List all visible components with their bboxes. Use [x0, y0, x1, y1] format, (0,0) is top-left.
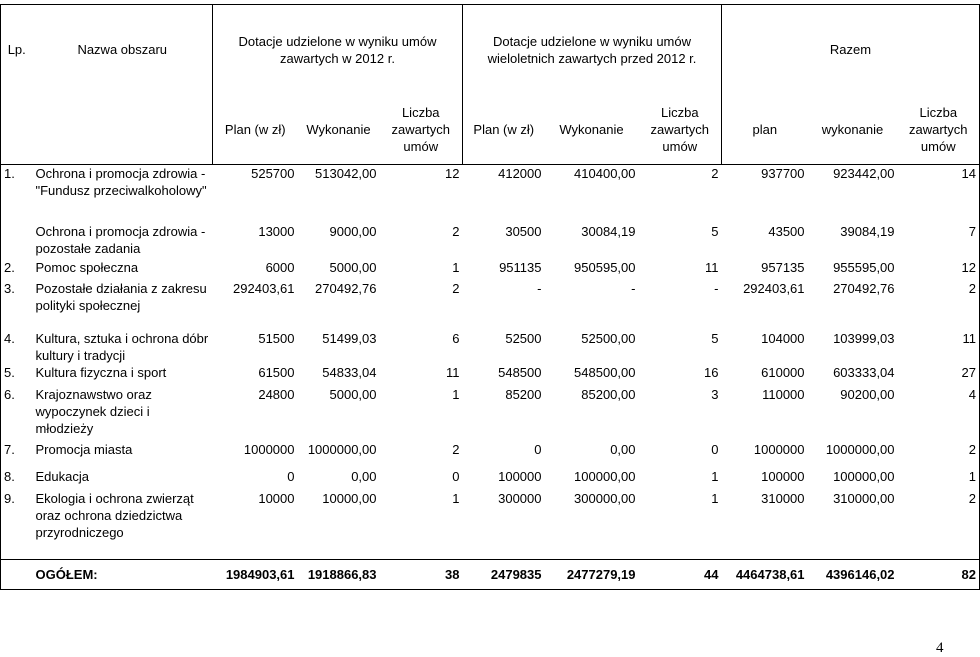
table-row	[1, 165, 980, 223]
header-wykonanie-total: wykonanie	[808, 95, 898, 165]
header-lp: Lp.	[1, 5, 33, 95]
row-liczba-total: 12	[898, 259, 980, 280]
row-area-name: Edukacja	[35, 468, 89, 484]
table-row	[1, 441, 980, 468]
row-wykonanie-2012: 5000,00	[329, 259, 377, 275]
row-plan-multiyear: 300000	[498, 490, 542, 506]
row-liczba-total: 27	[898, 364, 980, 386]
row-wykonanie-total: 310000,00	[833, 490, 895, 506]
row-liczba-multiyear: 1	[711, 490, 719, 506]
grants-table	[0, 4, 980, 590]
row-plan-multiyear: 30500	[505, 223, 542, 239]
row-plan-total: 100000	[761, 468, 805, 484]
row-wykonanie-multiyear: 52500,00	[581, 330, 636, 346]
row-liczba-multiyear: 16	[704, 364, 719, 380]
row-area-name: Ekologia i ochrona zwierząt oraz ochrona dziedzictwa przyrodniczego	[35, 490, 194, 540]
total-wykonanie-multiyear: 2477279,19	[545, 560, 639, 590]
row-wykonanie-multiyear: 300000,00	[574, 490, 636, 506]
row-liczba-2012: 11	[446, 364, 460, 380]
row-wykonanie-total: 923442,00	[833, 166, 895, 181]
total-wykonanie-2012: 1918866,83	[298, 560, 380, 590]
row-wykonanie-total: 955595,00	[833, 259, 895, 275]
row-liczba-multiyear: 5	[711, 223, 719, 239]
row-wykonanie-2012: 5000,00	[329, 386, 377, 402]
table-row	[1, 330, 980, 364]
row-lp: 5.	[1, 364, 33, 386]
row-lp: 6.	[1, 386, 33, 441]
row-plan-multiyear: 85200	[505, 386, 542, 402]
row-plan-multiyear: 548500	[498, 364, 542, 380]
header-plan-2012: Plan (w zł)	[213, 95, 298, 165]
row-plan-total: 104000	[761, 330, 805, 346]
row-liczba-2012: 12	[445, 166, 460, 181]
row-plan-total: 43500	[768, 223, 805, 239]
total-plan-multiyear: 2479835	[463, 560, 545, 590]
total-liczba-2012: 38	[380, 560, 463, 590]
total-liczba: 82	[898, 560, 980, 590]
table-row	[1, 386, 980, 441]
row-liczba-2012: 1	[452, 490, 460, 506]
row-wykonanie-2012: 513042,00	[315, 166, 377, 181]
row-lp: 8.	[1, 468, 33, 490]
row-liczba-total: 7	[898, 223, 980, 259]
total-wykonanie: 4396146,02	[808, 560, 898, 590]
row-plan-total: 292403,61	[743, 280, 805, 296]
row-plan-2012: 525700	[251, 166, 295, 181]
header-area: Nazwa obszaru	[33, 5, 213, 95]
header-group-2012: Dotacje udzielone w wyniku umów zawartych w 2012 r.	[213, 5, 463, 95]
row-plan-2012: 10000	[258, 490, 295, 506]
row-plan-multiyear: 100000	[498, 468, 542, 484]
row-lp: 3.	[1, 280, 33, 330]
row-liczba-multiyear: -	[714, 280, 719, 296]
row-liczba-multiyear: 3	[711, 386, 719, 402]
row-liczba-multiyear: 1	[711, 468, 719, 484]
row-wykonanie-2012: 54833,04	[322, 364, 377, 380]
row-liczba-multiyear: 11	[705, 259, 719, 275]
row-liczba-2012: 1	[452, 386, 460, 402]
row-area-name: Ochrona i promocja zdrowia - pozostałe zadania	[35, 223, 206, 256]
header-wykonanie-2012: Wykonanie	[298, 95, 380, 165]
total-label: OGÓŁEM:	[33, 560, 213, 590]
row-wykonanie-total: 39084,19	[840, 223, 895, 239]
row-wykonanie-2012: 51499,03	[322, 330, 377, 346]
row-plan-total: 610000	[761, 364, 805, 380]
row-wykonanie-multiyear: 85200,00	[581, 386, 636, 402]
row-lp: 1.	[1, 165, 33, 223]
row-plan-multiyear: 951135	[499, 259, 542, 275]
row-wykonanie-total: 100000,00	[833, 468, 895, 484]
row-wykonanie-total: 270492,76	[833, 280, 895, 296]
header-liczba-multiyear: Liczba zawartych umów	[639, 95, 722, 165]
table-row	[1, 364, 980, 386]
total-liczba-multiyear: 44	[639, 560, 722, 590]
row-wykonanie-multiyear: 0,00	[610, 441, 636, 457]
row-wykonanie-2012: 270492,76	[315, 280, 377, 296]
row-wykonanie-multiyear: 950595,00	[574, 259, 636, 275]
header-group-multiyear: Dotacje udzielone w wyniku umów wieloletnich zawartych przed 2012 r.	[463, 5, 722, 95]
header-liczba-total: Liczba zawartych umów	[898, 95, 980, 165]
row-liczba-multiyear: 2	[711, 166, 719, 181]
row-wykonanie-multiyear: 548500,00	[574, 364, 636, 380]
header-liczba-2012: Liczba zawartych umów	[380, 95, 463, 165]
table-row	[1, 259, 980, 280]
row-liczba-2012: 0	[452, 468, 460, 484]
row-plan-2012: 51500	[258, 330, 295, 346]
row-area-name: Ochrona i promocja zdrowia - "Fundusz przeciwalkoholowy"	[35, 166, 207, 198]
row-liczba-total: 14	[898, 165, 980, 223]
table-row	[1, 468, 980, 490]
row-plan-multiyear: -	[537, 280, 542, 296]
row-liczba-2012: 2	[452, 280, 460, 296]
row-liczba-total: 2	[898, 441, 980, 468]
row-liczba-total: 2	[898, 490, 980, 560]
row-plan-2012: 1000000	[243, 441, 295, 457]
table-row	[1, 223, 980, 259]
row-wykonanie-total: 603333,04	[833, 364, 895, 380]
table-row	[1, 490, 980, 560]
row-liczba-total: 4	[898, 386, 980, 441]
row-liczba-2012: 2	[452, 223, 460, 239]
row-wykonanie-total: 1000000,00	[825, 441, 895, 457]
row-lp: 2.	[1, 259, 33, 280]
row-plan-2012: 13000	[258, 223, 295, 239]
total-plan: 4464738,61	[722, 560, 808, 590]
row-liczba-multiyear: 0	[711, 441, 719, 457]
row-plan-total: 937700	[761, 166, 805, 181]
row-liczba-multiyear: 5	[711, 330, 719, 346]
row-liczba-2012: 1	[452, 259, 460, 275]
row-lp: 9.	[1, 490, 33, 560]
row-area-name: Pomoc społeczna	[35, 259, 139, 275]
row-plan-total: 957135	[761, 259, 805, 275]
row-lp	[1, 223, 33, 259]
row-area-name: Pozostałe działania z zakresu polityki społecznej	[35, 280, 207, 313]
row-area-name: Kultura, sztuka i ochrona dóbr kultury i tradycji	[35, 330, 209, 363]
row-wykonanie-2012: 10000,00	[322, 490, 377, 506]
row-area-name: Kultura fizyczna i sport	[35, 364, 167, 380]
row-wykonanie-multiyear: 30084,19	[581, 223, 636, 239]
row-wykonanie-2012: 1000000,00	[307, 441, 377, 457]
row-wykonanie-multiyear: 410400,00	[574, 166, 636, 181]
header-wykonanie-multiyear: Wykonanie	[545, 95, 639, 165]
row-plan-2012: 24800	[258, 386, 295, 402]
row-liczba-total: 1	[898, 468, 980, 490]
page-number: 4	[936, 640, 944, 656]
row-plan-2012: 0	[287, 468, 295, 484]
total-plan-2012: 1984903,61	[213, 560, 298, 590]
row-plan-multiyear: 0	[534, 441, 542, 457]
header-plan-multiyear: Plan (w zł)	[463, 95, 545, 165]
row-wykonanie-2012: 0,00	[351, 468, 377, 484]
row-area-name: Promocja miasta	[35, 441, 133, 457]
row-plan-2012: 61500	[258, 364, 295, 380]
row-lp: 7.	[1, 441, 33, 468]
header-plan-total: plan	[722, 95, 808, 165]
row-plan-total: 1000000	[753, 441, 805, 457]
row-plan-2012: 6000	[265, 259, 295, 275]
row-plan-total: 110000	[762, 386, 805, 402]
row-wykonanie-2012: 9000,00	[329, 223, 377, 239]
row-lp: 4.	[1, 330, 33, 364]
row-plan-2012: 292403,61	[233, 280, 295, 296]
row-wykonanie-total: 103999,03	[833, 330, 895, 346]
row-wykonanie-multiyear: 100000,00	[574, 468, 636, 484]
row-plan-multiyear: 52500	[505, 330, 542, 346]
row-plan-total: 310000	[761, 490, 805, 506]
table-row	[1, 280, 980, 330]
row-liczba-2012: 2	[452, 441, 460, 457]
row-area-name: Krajoznawstwo oraz wypoczynek dzieci i młodzieży	[35, 386, 152, 436]
row-plan-multiyear: 412000	[498, 166, 542, 181]
row-wykonanie-multiyear: -	[631, 280, 636, 296]
row-liczba-2012: 6	[452, 330, 460, 346]
header-group-total: Razem	[722, 5, 980, 95]
row-wykonanie-total: 90200,00	[840, 386, 895, 402]
row-liczba-total: 2	[898, 280, 980, 330]
row-liczba-total: 11	[898, 330, 980, 364]
